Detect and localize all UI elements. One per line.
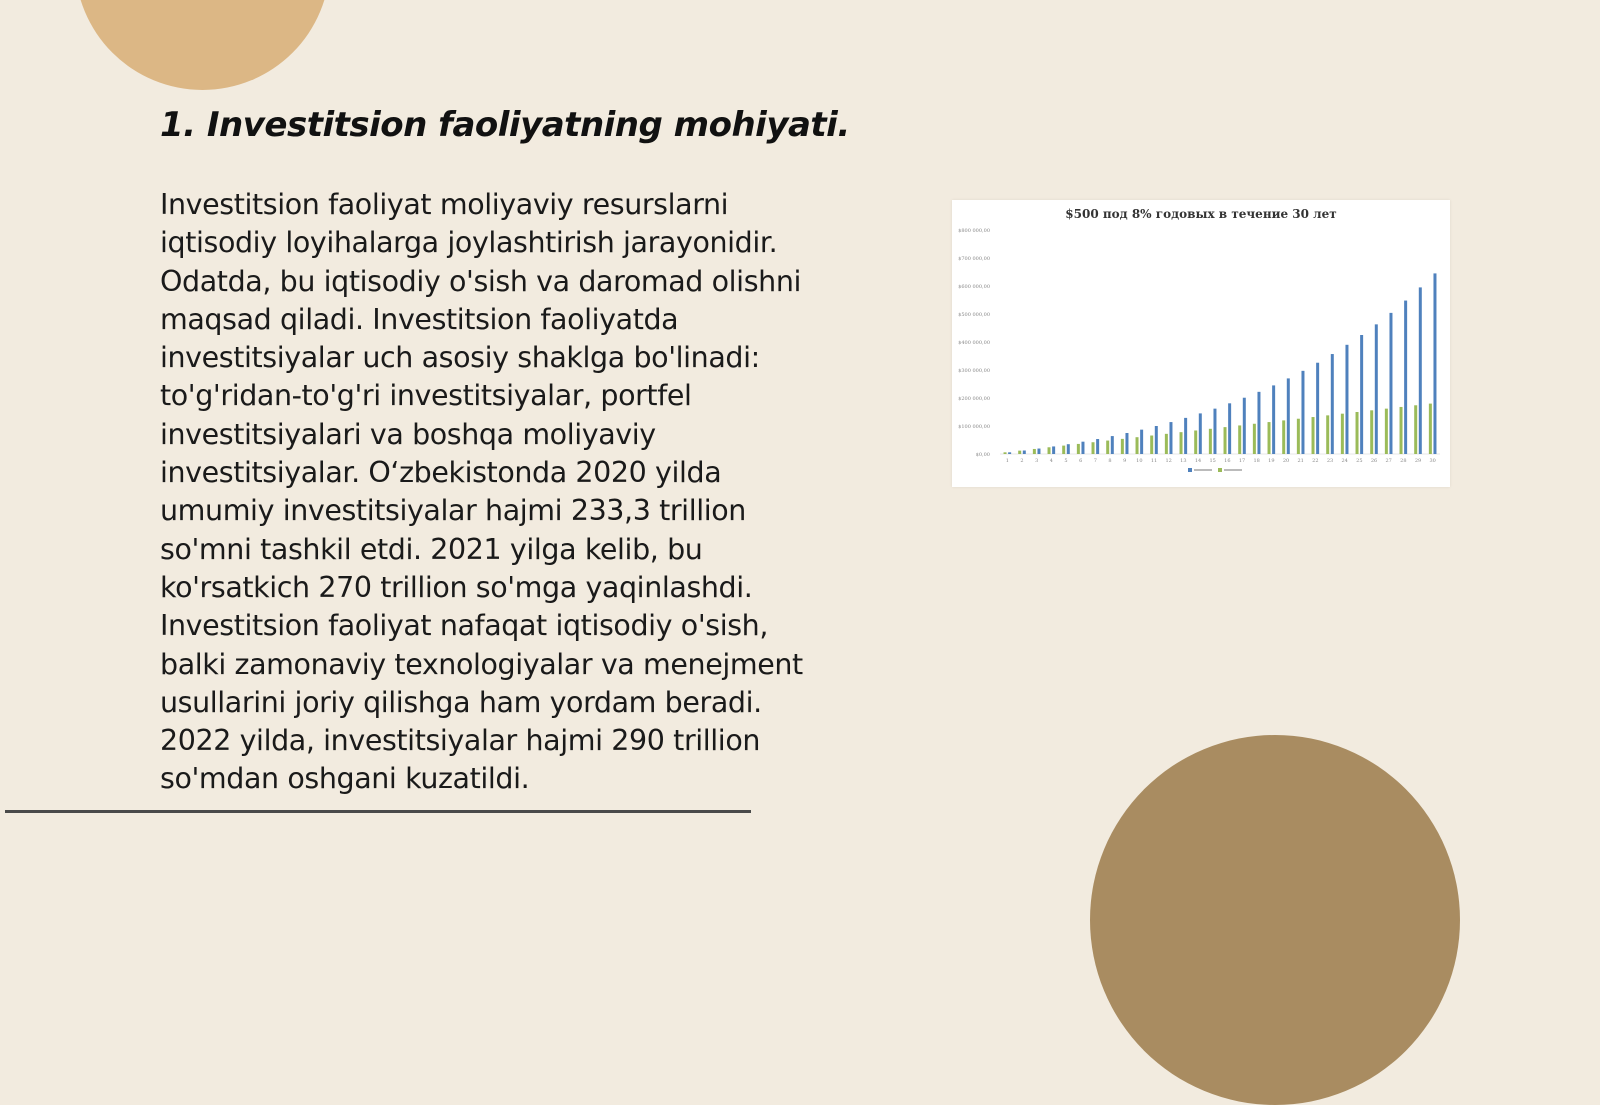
y-tick-label: $500 000,00: [958, 312, 990, 318]
chart-bar-series-1: [1037, 449, 1040, 454]
chart-bar-series-1: [1360, 335, 1363, 454]
chart-bar-series-2: [1312, 417, 1315, 454]
chart-bar-series-2: [1136, 437, 1139, 454]
legend-entry-series-1: [1194, 469, 1212, 471]
x-tick-label: 22: [1312, 458, 1319, 464]
x-tick-label: 16: [1224, 458, 1231, 464]
chart-bar-series-1: [1155, 426, 1158, 454]
x-tick-label: 26: [1370, 458, 1378, 464]
x-tick-label: 12: [1165, 458, 1172, 464]
x-tick-label: 23: [1326, 458, 1334, 464]
chart-bar-series-1: [1184, 418, 1187, 454]
chart-bar-series-1: [1301, 371, 1304, 454]
chart-bar-series-2: [1018, 451, 1021, 454]
chart-bar-series-2: [1370, 410, 1373, 454]
chart-bar-series-2: [1121, 439, 1124, 454]
x-tick-label: 25: [1356, 458, 1363, 464]
chart-bar-series-1: [1272, 385, 1275, 454]
y-tick-label: $300 000,00: [958, 368, 990, 374]
legend-swatch-series-2: [1218, 468, 1222, 472]
chart-bar-series-1: [1067, 444, 1070, 454]
x-tick-label: 29: [1414, 458, 1422, 464]
x-tick-label: 19: [1268, 458, 1275, 464]
chart-bar-series-1: [1419, 287, 1422, 454]
x-tick-label: 5: [1064, 458, 1068, 464]
chart-bar-series-2: [1077, 444, 1080, 454]
chart-bar-series-2: [1150, 436, 1153, 454]
chart-bar-series-1: [1023, 451, 1026, 455]
chart-bar-series-2: [1092, 442, 1095, 454]
investment-growth-chart: [952, 200, 1450, 487]
chart-bar-series-1: [1389, 313, 1392, 454]
x-tick-label: 6: [1079, 458, 1083, 464]
x-tick-label: 14: [1194, 458, 1202, 464]
chart-bar-series-1: [1375, 324, 1378, 454]
chart-bar-series-2: [1224, 427, 1227, 454]
slide-body-text: Investitsion faoliyat moliyaviy resurslarni iqtisodiy loyihalarga joylashtirish jarayonidir. Odatda, bu iqtisodiy o'sish va daromad olishni maqsad qiladi. Investitsion faoliyatda investitsiyalar uch asosiy shaklga bo'linadi: to'g'ridan-to'g'ri investitsiyalar, portfel investitsiyalari va boshqa moliyaviy investitsiyalar. O‘zbekistonda 2020 yilda umumiy investitsiyalar hajmi 233,3 trillion so'mni tashkil etdi. 2021 yilga kelib, bu ko'rsatkich 270 trillion so'mga yaqinlashdi. Investitsion faoliyat nafaqat iqtisodiy o'sish, balki zamonaviy texnologiyalar va menejment usullarini joriy qilishga ham yordam beradi. 2022 yilda, investitsiyalar hajmi 290 trillion so'mdan oshgani kuzatildi.: [160, 188, 803, 796]
chart-bar-series-1: [1433, 273, 1436, 454]
y-tick-label: $200 000,00: [958, 396, 990, 402]
chart-bar-series-1: [1316, 363, 1319, 454]
chart-bar-series-2: [1414, 405, 1417, 454]
x-tick-label: 10: [1136, 458, 1143, 464]
chart-bar-series-2: [1194, 430, 1197, 454]
x-tick-label: 13: [1180, 458, 1187, 464]
chart-bar-series-2: [1004, 452, 1007, 454]
chart-bar-series-2: [1400, 407, 1403, 454]
chart-bar-series-1: [1331, 354, 1334, 454]
chart-bar-series-1: [1287, 378, 1290, 454]
chart-bar-series-1: [1140, 430, 1143, 454]
chart-bar-series-2: [1268, 422, 1271, 454]
x-tick-label: 11: [1150, 458, 1158, 464]
decorative-circle-bottom: [1090, 735, 1460, 1105]
x-tick-label: 21: [1297, 458, 1304, 464]
chart-bar-series-1: [1228, 403, 1231, 454]
legend-entry-series-2: [1224, 469, 1242, 471]
chart-bar-series-2: [1297, 419, 1300, 454]
chart-bar-series-1: [1213, 409, 1216, 454]
y-tick-label: $800 000,00: [958, 228, 990, 234]
x-tick-label: 15: [1209, 458, 1216, 464]
chart-bar-series-1: [1257, 392, 1260, 454]
x-tick-label: 17: [1238, 458, 1246, 464]
chart-bar-series-1: [1096, 439, 1099, 454]
x-tick-label: 20: [1282, 458, 1290, 464]
x-tick-label: 24: [1341, 458, 1348, 464]
chart-bar-series-2: [1165, 434, 1168, 454]
chart-bar-series-1: [1081, 442, 1084, 454]
y-tick-label: $400 000,00: [958, 340, 990, 346]
chart-image: [952, 200, 1450, 487]
y-tick-label: $0,00: [975, 452, 990, 458]
chart-bar-series-2: [1429, 404, 1432, 454]
chart-bar-series-2: [1326, 415, 1329, 454]
chart-bar-series-1: [1404, 301, 1407, 454]
x-tick-label: 30: [1429, 458, 1436, 464]
x-tick-label: 9: [1123, 458, 1127, 464]
divider-line: [5, 810, 751, 813]
chart-bar-series-2: [1033, 449, 1036, 454]
x-tick-label: 28: [1400, 458, 1407, 464]
chart-bar-series-2: [1209, 429, 1212, 454]
decorative-circle-top: [75, 0, 330, 90]
chart-bar-series-1: [1243, 398, 1246, 454]
x-tick-label: 1: [1005, 458, 1009, 464]
slide-title: 1. Investitsion faoliyatning mohiyati.: [160, 105, 850, 145]
chart-bar-series-2: [1062, 446, 1065, 454]
x-tick-label: 4: [1049, 458, 1053, 464]
chart-bar-series-1: [1008, 452, 1011, 454]
y-tick-label: $600 000,00: [958, 284, 990, 290]
chart-bar-series-1: [1052, 446, 1055, 454]
chart-bar-series-1: [1169, 422, 1172, 454]
chart-title: $500 под 8% годовых в течение 30 лет: [1065, 207, 1337, 221]
chart-bar-series-1: [1125, 433, 1128, 454]
chart-bar-series-2: [1253, 424, 1256, 454]
x-tick-label: 27: [1385, 458, 1392, 464]
y-tick-label: $700 000,00: [958, 256, 990, 262]
x-tick-label: 18: [1253, 458, 1260, 464]
x-tick-label: 7: [1093, 458, 1097, 464]
chart-bar-series-1: [1345, 345, 1348, 454]
x-tick-label: 3: [1035, 458, 1039, 464]
x-tick-label: 2: [1020, 458, 1024, 464]
chart-bar-series-2: [1341, 414, 1344, 454]
y-tick-label: $100 000,00: [958, 424, 990, 430]
x-tick-label: 8: [1108, 458, 1112, 464]
chart-bar-series-1: [1199, 413, 1202, 454]
chart-bar-series-2: [1106, 441, 1109, 454]
chart-bar-series-2: [1048, 447, 1051, 454]
chart-bar-series-2: [1282, 420, 1285, 454]
chart-bar-series-2: [1238, 425, 1241, 454]
chart-bar-series-2: [1180, 432, 1183, 454]
legend-swatch-series-1: [1188, 468, 1192, 472]
chart-bar-series-1: [1111, 436, 1114, 454]
chart-bar-series-2: [1385, 409, 1388, 454]
chart-bar-series-2: [1356, 412, 1359, 454]
